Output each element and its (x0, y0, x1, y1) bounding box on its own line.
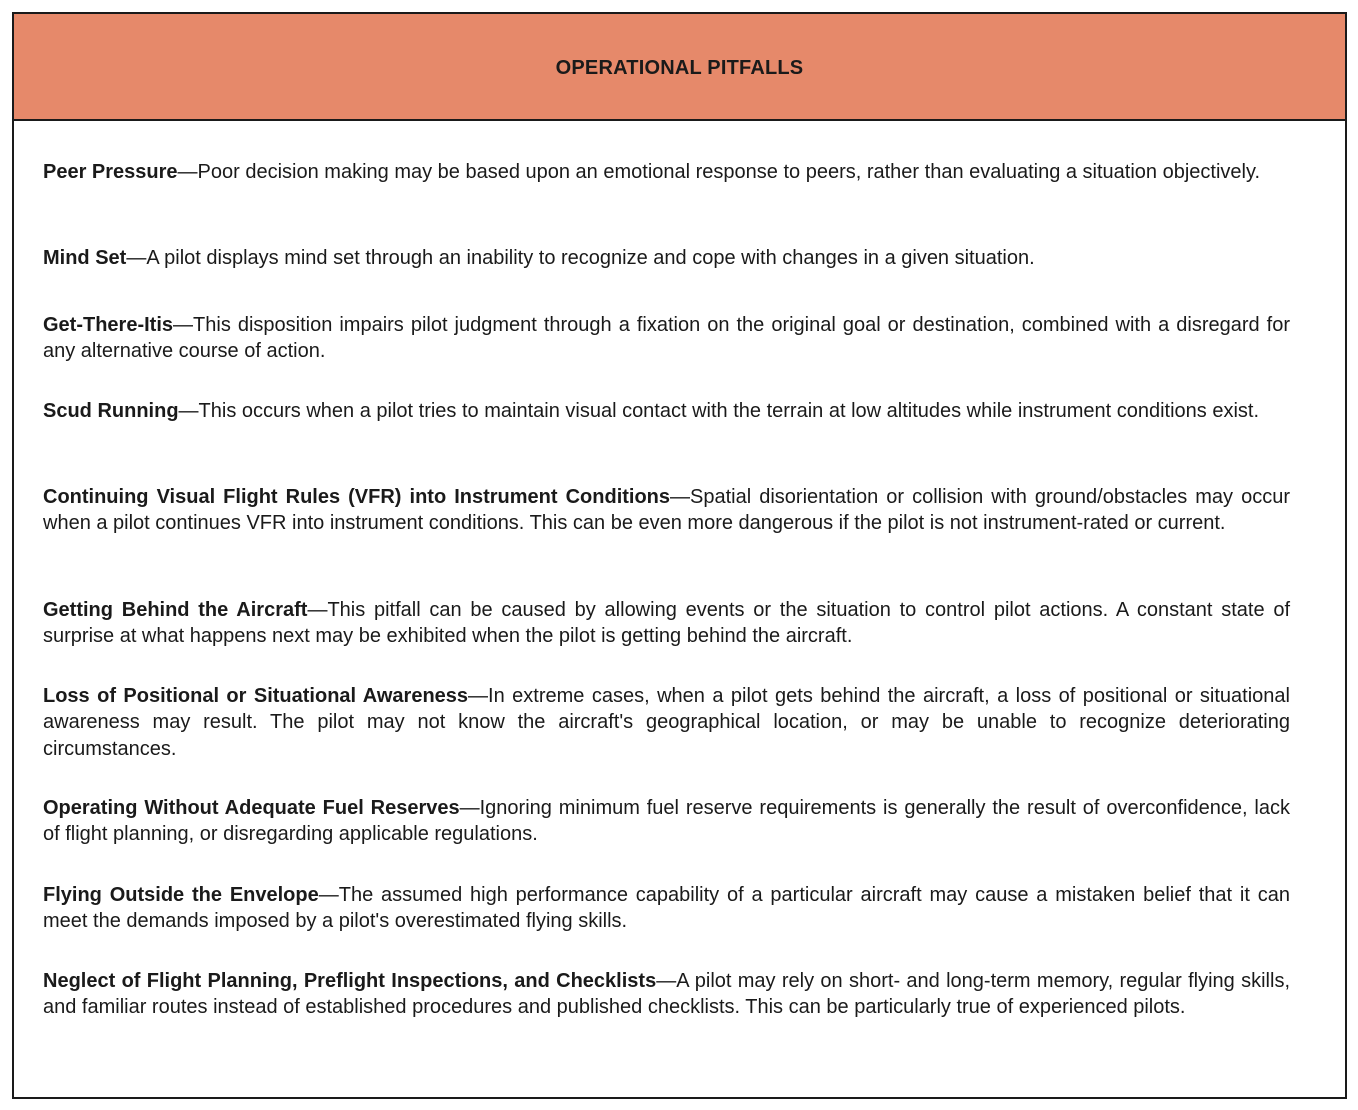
pitfall-item-neglect-of-planning (43, 968, 1290, 1021)
pitfall-item-fuel-reserves (43, 795, 1290, 848)
pitfall-item-loss-of-awareness (43, 683, 1290, 762)
panel-title: OPERATIONAL PITFALLS (555, 57, 804, 79)
pitfall-description: —Ignoring minimum fuel reserve requirements is generally the result of overconfidence, lack of flight planning, or disregarding applicable regulations. (43, 797, 1290, 846)
pitfall-item-continuing-vfr (43, 484, 1290, 537)
pitfall-term: Getting Behind the Aircraft (43, 599, 308, 621)
panel-header (14, 14, 1345, 121)
pitfall-term: Flying Outside the Envelope (43, 884, 319, 906)
pitfall-description: —This occurs when a pilot tries to maintain visual contact with the terrain at low altitudes while instrument conditions exist. (178, 400, 1260, 422)
pitfall-description: —The assumed high performance capability of a particular aircraft may cause a mistaken belief that it can meet the demands imposed by a pilot's overestimated flying skills. (43, 884, 1290, 933)
pitfall-description: —Poor decision making may be based upon an emotional response to peers, rather than evaluating a situation objectively. (177, 161, 1261, 183)
pitfall-item-peer-pressure (43, 159, 1290, 185)
pitfall-term: Peer Pressure (43, 161, 178, 183)
pitfall-item-get-there-itis (43, 312, 1290, 365)
pitfall-item-getting-behind-aircraft (43, 597, 1290, 650)
pitfall-description: —This pitfall can be caused by allowing events or the situation to control pilot actions. A constant state of surprise at what happens next may be exhibited when the pilot is getting behind the aircraft. (43, 599, 1290, 648)
pitfall-description: —A pilot displays mind set through an inability to recognize and cope with changes in a given situation. (126, 247, 1035, 269)
pitfall-description: —In extreme cases, when a pilot gets behind the aircraft, a loss of positional or situational awareness may result. The pilot may not know the aircraft's geographical location, or may be unable to recognize deteriorating circumstances. (43, 685, 1290, 760)
pitfall-description: —This disposition impairs pilot judgment through a fixation on the original goal or destination, combined with a disregard for any alternative course of action. (43, 314, 1290, 363)
pitfall-term: Scud Running (43, 400, 179, 422)
pitfall-item-outside-envelope (43, 882, 1290, 935)
pitfall-term: Continuing Visual Flight Rules (VFR) into Instrument Conditions (43, 486, 671, 508)
pitfall-term: Loss of Positional or Situational Awareness (43, 685, 469, 707)
pitfall-term: Get-There-Itis (43, 314, 174, 336)
pitfall-term: Operating Without Adequate Fuel Reserves (43, 797, 460, 819)
pitfall-description: —A pilot may rely on short- and long-term memory, regular flying skills, and familiar routes instead of established procedures and published checklists. This can be particularly true of experienced pilots. (43, 970, 1290, 1019)
pitfall-item-scud-running (43, 398, 1290, 424)
pitfall-term: Mind Set (43, 247, 127, 269)
pitfall-description: —Spatial disorientation or collision with ground/obstacles may occur when a pilot continues VFR into instrument conditions. This can be even more dangerous if the pilot is not instrument-rated or current. (43, 486, 1290, 535)
pitfall-item-mind-set (43, 245, 1290, 271)
pitfall-term: Neglect of Flight Planning, Preflight Inspections, and Checklists (43, 970, 657, 992)
